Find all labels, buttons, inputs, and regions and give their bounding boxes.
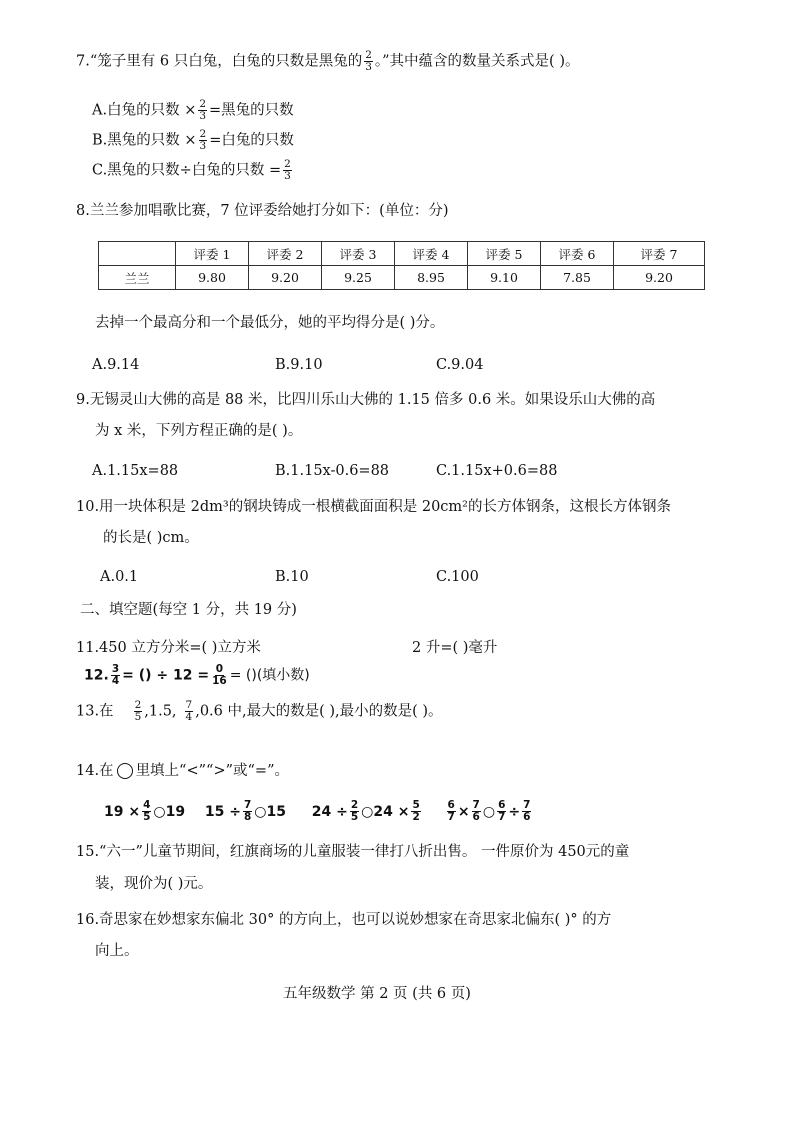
fraction: $\frac{2}{3}$ [284, 158, 291, 183]
table-cell: 9.80 [176, 266, 249, 290]
q14-stem: 14.在 里填上“<”“>”或“=”。 [76, 763, 289, 779]
q7-option-a: A.白兔的只数 × $\frac{2}{3}$ =黑兔的只数 [92, 98, 294, 123]
q12: 12. $\frac{3}{4}$ = () ÷ 12 = $\frac{0}{16}$ = ()(填小数) [84, 663, 310, 688]
table-header: 评委 7 [614, 242, 705, 266]
fraction: $\frac{3}{4}$ [111, 663, 120, 688]
q10-option-a: A.0.1 [100, 569, 139, 585]
q11-part2: 2 升=( )毫升 [412, 640, 498, 656]
expression-1: 19 × $\frac{4}{5}$ ○19 [104, 799, 186, 824]
fraction: $\frac{0}{16}$ [212, 663, 227, 688]
table-row [99, 266, 705, 290]
table-header: 评委 2 [249, 242, 322, 266]
expression-4: $\frac{6}{7}$ × $\frac{7}{6}$ ○ $\frac{6}{7}$ ÷ $\frac{7}{6}$ [447, 799, 531, 824]
q7-option-c: C.黑兔的只数÷白兔的只数 = $\frac{2}{3}$ [92, 158, 291, 183]
q15-line1: 15.“六一”儿童节期间，红旗商场的儿童服装一律打八折出售。 一件原价为 450元的童 [76, 844, 630, 860]
circle-blank-icon [117, 763, 133, 779]
q10-option-b: B.10 [275, 569, 309, 585]
table-header: 评委 1 [176, 242, 249, 266]
q8-prompt: 去掉一个最高分和一个最低分，她的平均得分是( )分。 [95, 315, 445, 331]
table-cell: 9.10 [468, 266, 541, 290]
q7-option-b: B.黑兔的只数 × $\frac{2}{3}$ =白兔的只数 [92, 128, 294, 153]
table-cell: 9.20 [249, 266, 322, 290]
table-row [99, 242, 705, 266]
q9-option-b: B.1.15x-0.6=88 [275, 463, 390, 479]
fraction: $\frac{2}{3}$ [199, 128, 207, 153]
q9-line2: 为 x 米，下列方程正确的是( )。 [95, 423, 303, 439]
table-header: 评委 6 [541, 242, 614, 266]
table-header: 评委 4 [395, 242, 468, 266]
score-table [98, 241, 705, 290]
table-header: 评委 3 [322, 242, 395, 266]
expression-3: 24 ÷ $\frac{2}{5}$ ○24 × $\frac{5}{2}$ [311, 799, 420, 824]
q8-option-c: C.9.04 [436, 357, 484, 373]
q8-stem: 8.兰兰参加唱歌比赛，7 位评委给她打分如下：(单位：分) [76, 203, 449, 219]
row-label: 兰兰 [99, 266, 176, 290]
q10-line1: 10.用一块体积是 2dm³的钢块铸成一根横截面面积是 20cm²的长方体钢条，这根长方体钢条 [76, 499, 671, 515]
q11-part1: 11.450 立方分米=( )立方米 [76, 640, 261, 656]
q16-line2: 向上。 [95, 943, 139, 959]
fraction: $\frac{2}{3}$ [199, 98, 207, 123]
section-title: 二、填空题(每空 1 分，共 19 分) [80, 602, 297, 618]
q9-option-a: A.1.15x=88 [92, 463, 179, 479]
q16-line1: 16.奇思家在妙想家东偏北 30° 的方向上，也可以说妙想家在奇思家北偏东( )° 的方 [76, 912, 612, 928]
q8-option-b: B.9.10 [275, 357, 323, 373]
q10-line2: 的长是( )cm。 [103, 530, 199, 546]
fraction: $\frac{7}{4}$ [185, 699, 193, 724]
q13: 13.在 $\frac{2}{5}$ ,1.5, $\frac{7}{4}$ ,0.6 中,最大的数是( ),最小的数是( )。 [76, 699, 443, 724]
table-corner [99, 242, 176, 266]
table-cell: 9.20 [614, 266, 705, 290]
q15-line2: 装，现价为( )元。 [95, 876, 213, 892]
q9-line1: 9.无锡灵山大佛的高是 88 米，比四川乐山大佛的 1.15 倍多 0.6 米。如果设乐山大佛的高 [76, 392, 656, 408]
fraction: $\frac{2}{3}$ [365, 49, 372, 74]
fraction: $\frac{2}{5}$ [134, 699, 142, 724]
page-footer: 五年级数学 第 2 页 (共 6 页) [283, 986, 471, 1002]
q10-option-c: C.100 [436, 569, 479, 585]
table-cell: 7.85 [541, 266, 614, 290]
table-header: 评委 5 [468, 242, 541, 266]
table-cell: 9.25 [322, 266, 395, 290]
table-cell: 8.95 [395, 266, 468, 290]
q14-expressions [104, 800, 533, 823]
q8-option-a: A.9.14 [92, 357, 140, 373]
q9-option-c: C.1.15x+0.6=88 [436, 463, 558, 479]
expression-2: 15 ÷ $\frac{7}{8}$ ○15 [204, 799, 286, 824]
q7-stem: 7.“笼子里有 6 只白兔，白兔的只数是黑兔的 $\frac{2}{3}$ 。”其中蕴含的数量关系式是( )。 [76, 49, 580, 74]
